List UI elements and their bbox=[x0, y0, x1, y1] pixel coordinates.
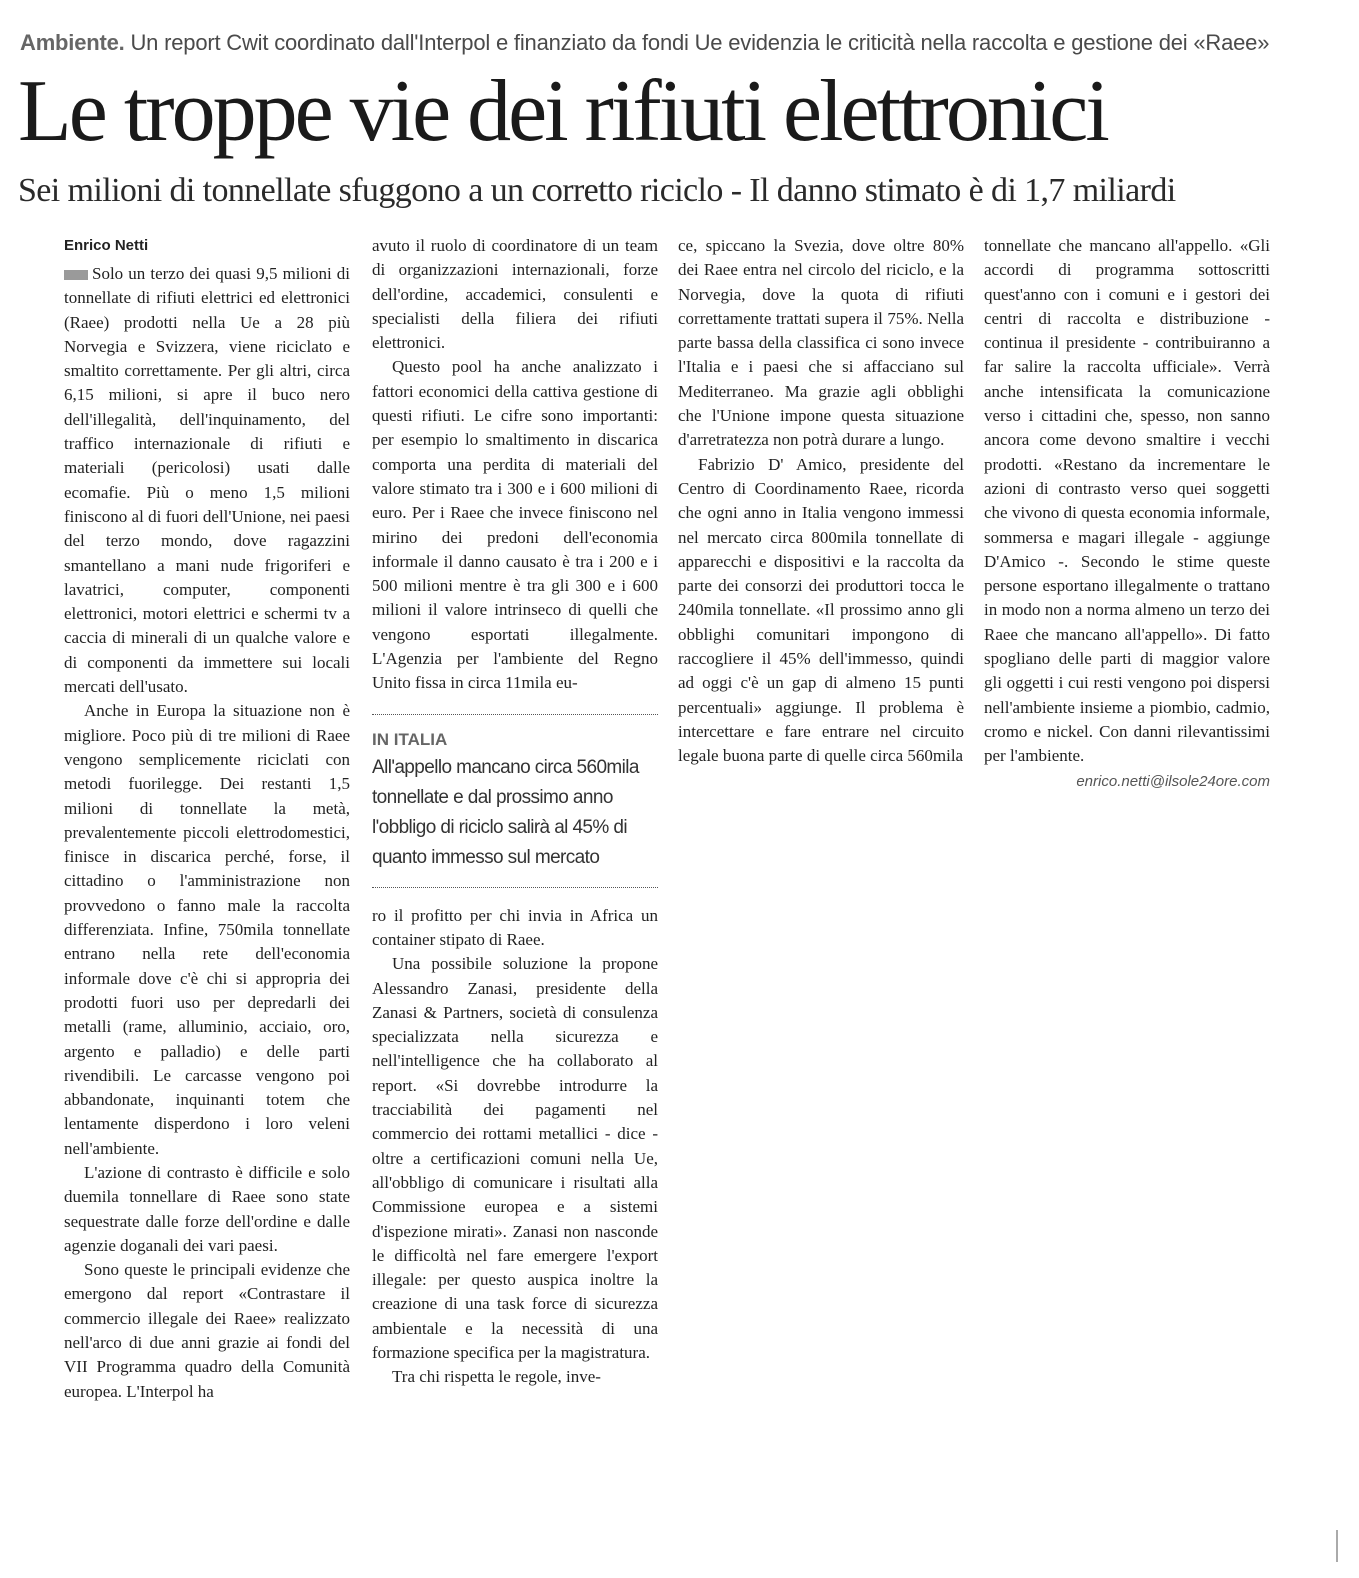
kicker bbox=[20, 28, 1340, 58]
headline: Le troppe vie dei rifiuti elettronici bbox=[18, 63, 1107, 160]
box-title: IN ITALIA bbox=[372, 729, 448, 749]
paragraph: ro il profitto per chi invia in Africa un container stipato di Raee. bbox=[372, 905, 658, 949]
paragraph: avuto il ruolo di coordinatore di un team di organizzazioni internazionali, forze dell'ordine, accademici, consulenti e specialisti della filiera dei rifiuti elettronici. bbox=[372, 236, 658, 353]
subtitle: Sei milioni di tonnellate sfuggono a un corretto riciclo - Il danno stimato è di 1,7 miliardi bbox=[18, 172, 1176, 209]
paragraph: Fabrizio D' Amico, presidente del Centro di Coordinamento Raee, ricorda che ogni anno in Italia vengono immessi nel mercato circa 800mila tonnellate di apparecchi e dispositivi e la raccolta da parte dei consorzi dei produttori tocca le 240mila tonnellate. «Il prossimo anno gli obblighi comunitari impongono di raccogliere il 45% dell'immesso, quindi ad oggi c'è un gap di almeno 15 punti percentuali» aggiunge. Il problema è intercettare e fare entrare nel circuito legale buona parte di quelle circa 560mila bbox=[678, 454, 964, 766]
box-text: All'appello mancano circa 560mila tonnellate e dal prossimo anno l'obbligo di riciclo salirà al 45% di quanto immesso sul mercato bbox=[372, 756, 639, 868]
paragraph: Anche in Europa la situazione non è migliore. Poco più di tre milioni di Raee vengono semplicemente riciclati con metodi fuorilegge. Dei restanti 1,5 milioni di tonnellate la metà, prevalentemente piccoli elettrodomestici, finisce in discarica perché, forse, il cittadino o l'amministrazione non provvedono o fanno male la raccolta differenziata. Infine, 750mila tonnellate entrano nella rete dell'economia informale dove c'è chi si appropria dei prodotti fuori uso per depredarli dei metalli (rame, alluminio, acciaio, oro, argento e palladio) e delle parti rivendibili. Le carcasse vengono poi abbandonate, inquinanti totem che lentamente disperdono i loro veleni nell'ambiente. bbox=[64, 701, 350, 1158]
paragraph bbox=[64, 262, 350, 699]
kicker-tag: Ambiente. bbox=[20, 30, 125, 55]
sidebar-box-italia bbox=[372, 714, 658, 888]
column-2 bbox=[372, 234, 658, 1390]
paragraph: Tra chi rispetta le regole, inve- bbox=[392, 1367, 601, 1387]
paragraph: L'azione di contrasto è difficile e solo duemila tonnellare di Raee sono state sequestrate dalle forze dell'ordine e dalle agenzie doganali dei vari paesi. bbox=[64, 1162, 350, 1255]
paragraph: tonnellate che mancano all'appello. «Gli accordi di programma sottoscritti quest'anno con i comuni e i gestori dei centri di raccolta e distribuzione - continua il presidente - contribuiranno a far salire la raccolta ufficiale». Verrà anche intensificata la comunicazione verso i cittadini che, spesso, non sanno ancora come devono smaltire i vecchi prodotti. «Restano da incrementare le azioni di contrasto verso quei soggetti che vivono di questa economia informale, sommersa e magari illegale - aggiunge D'Amico -. Secondo le stime queste persone esportano illegalmente o trattano in modo non a norma almeno un terzo dei Raee che mancano all'appello». Di fatto spogliano delle parti di maggior valore gli oggetti i cui resti vengono poi dispersi nell'ambiente insieme a piombio, cadmio, cromo e nickel. Con danni rilevantissimi per l'ambiente. bbox=[984, 236, 1270, 766]
paragraph: Una possibile soluzione la propone Alessandro Zanasi, presidente della Zanasi & Partners, società di consulenza specializzata nella sicurezza e nell'intelligence che ha collaborato al report. «Si dovrebbe introdurre la tracciabilità dei pagamenti nel commercio dei rottami metallici - dice - oltre a certificazioni comuni nella Ue, all'obbligo di comunicare i risultati alla Commissione europea e a sistemi d'ispezione mirati». Zanasi non nasconde le difficoltà nel fare emergere l'export illegale: per questo auspica inoltre la creazione di una task force di sicurezza ambientale e la necessità di una formazione specifica per la magistratura. bbox=[372, 954, 658, 1362]
column-3 bbox=[678, 234, 964, 769]
paragraph: ce, spiccano la Svezia, dove oltre 80% dei Raee entra nel circolo del riciclo, e la Norvegia, dove la quota di rifiuti correttamente trattati supera il 75%. Nella parte bassa della classifica ci sono invece l'Italia e i paesi che si affacciano sul Mediterraneo. Ma grazie agli obblighi che l'Unione impone questa situazione d'arretratezza non potrà durare a lungo. bbox=[678, 236, 964, 450]
page-edge-mark bbox=[1336, 1530, 1338, 1562]
column-1 bbox=[64, 234, 350, 1404]
paragraph: Questo pool ha anche analizzato i fattori economici della cattiva gestione di questi rifiuti. Le cifre sono importanti: per esempio lo smaltimento in discarica comporta una perdita di materiali del valore stimato tra i 300 e i 600 milioni di euro. Per i Raee che invece finiscono nel mirino dei predoni dell'economia informale il danno causato è tra i 200 e i 500 milioni mentre è tra gli 300 e i 600 milioni il valore intrinseco di quelli che vengono esportati illegalmente. L'Agenzia per l'ambiente del Regno Unito fissa in circa 11mila eu- bbox=[372, 357, 658, 693]
lead-marker-icon bbox=[64, 270, 88, 280]
column-4 bbox=[984, 234, 1270, 795]
author-email: enrico.netti@ilsole24ore.com bbox=[1076, 772, 1270, 790]
kicker-text: Un report Cwit coordinato dall'Interpol e finanziato da fondi Ue evidenzia le criticità nella raccolta e gestione dei «Raee» bbox=[130, 30, 1270, 55]
byline: Enrico Netti bbox=[64, 237, 149, 254]
paragraph-text: Solo un terzo dei quasi 9,5 milioni di tonnellate di rifiuti elettrici ed elettronici (Raee) prodotti nella Ue a 28 più Norvegia e Svizzera, viene riciclato e smaltito correttamente. Per gli altri, circa 6,15 milioni, si apre il buco nero dell'illegalità, dell'inquinamento, del traffico internazionale di rifiuti e materiali (pericolosi) usati dalle ecomafie. Più o meno 1,5 milioni finiscono al di fuori dell'Unione, nei paesi del terzo mondo, dove ragazzini smantellano a mani nude frigoriferi e lavatrici, computer, componenti elettronici, motori elettrici e schermi tv a caccia di minerali di un qualche valore e di componenti da immettere sui locali mercati dell'usato. bbox=[64, 264, 350, 697]
paragraph: Sono queste le principali evidenze che emergono dal report «Contrastare il commercio illegale dei Raee» realizzato nell'arco di due anni grazie ai fondi del VII Programma quadro della Comunità europea. L'Interpol ha bbox=[64, 1260, 350, 1401]
